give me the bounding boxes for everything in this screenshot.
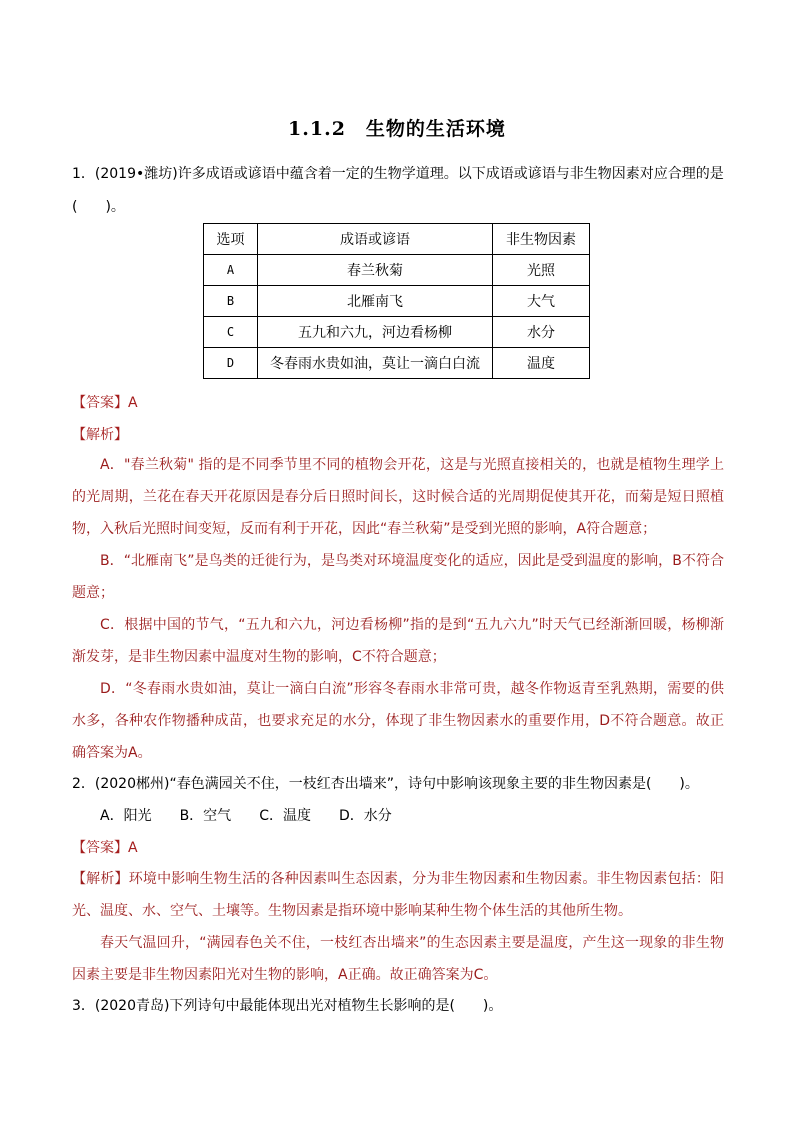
question-1-analysis-d: D．“冬春雨水贵如油，莫让一滴白白流”形容冬春雨水非常可贵，越冬作物返青至乳熟期，需要的供水多，各种农作物播种成苗，也要求充足的水分，体现了非生物因素水的重要作用，D不符合题意。故正确答案为A。 [72, 681, 724, 761]
table-cell: A [204, 255, 258, 286]
question-2-analysis: 【解析】环境中影响生物生活的各种因素叫生态因素，分为非生物因素和生物因素。非生物因素包括：阳光、温度、水、空气、土壤等。生物因素是指环境中影响某种生物个体生活的其他所生物。 [72, 871, 724, 919]
table-cell: 五九和六九，河边看杨柳 [258, 317, 493, 348]
choice-d: D．水分 [338, 808, 392, 824]
table-cell: 大气 [493, 286, 590, 317]
question-1-analysis-c: C．根据中国的节气，“五九和六九，河边看杨柳”指的是到“五九六九”时天气已经渐渐回暖，杨柳渐渐发芽，是非生物因素中温度对生物的影响，C不符合题意； [72, 617, 724, 665]
table-cell: 冬春雨水贵如油，莫让一滴白白流 [258, 348, 493, 379]
table-header-cell: 非生物因素 [493, 224, 590, 255]
question-2-choices [100, 805, 760, 827]
table-cell: 北雁南飞 [258, 286, 493, 317]
question-1-analysis-b: B．“北雁南飞”是鸟类的迁徙行为，是鸟类对环境温度变化的适应，因此是受到温度的影响，B不符合题意； [72, 553, 724, 601]
question-1-stem: 1．(2019•潍坊)许多成语或谚语中蕴含着一定的生物学道理。以下成语或谚语与非生物因素对应合理的是 [72, 166, 724, 182]
table-row [204, 348, 590, 379]
question-1-stem-continued: ( )。 [72, 199, 125, 215]
question-2-analysis-2: 春天气温回升，“满园春色关不住，一枝红杏出墙来”的生态因素主要是温度，产生这一现象的非生物因素主要是非生物因素阳光对生物的影响，A正确。故正确答案为C。 [72, 935, 724, 983]
table-row [204, 286, 590, 317]
table-cell: 光照 [493, 255, 590, 286]
table-header-cell: 成语或谚语 [258, 224, 493, 255]
question-3-stem: 3．(2020青岛)下列诗句中最能体现出光对植物生长影响的是( )。 [72, 998, 503, 1014]
table-cell: 温度 [493, 348, 590, 379]
table-cell: D [204, 348, 258, 379]
table-cell: B [204, 286, 258, 317]
choice-a: A．阳光 [100, 808, 152, 824]
question-2-stem: 2．(2020郴州)“春色满园关不住，一枝红杏出墙来”，诗句中影响该现象主要的非生物因素是( )。 [72, 776, 699, 792]
question-1-answer: 【答案】A [72, 395, 138, 411]
table-cell: 水分 [493, 317, 590, 348]
question-1-analysis-label: 【解析】 [72, 427, 128, 443]
table-header-cell: 选项 [204, 224, 258, 255]
question-2-answer: 【答案】A [72, 840, 138, 856]
choice-c: C．温度 [259, 808, 311, 824]
table-row [204, 255, 590, 286]
choice-b: B．空气 [179, 808, 232, 824]
table-cell: 春兰秋菊 [258, 255, 493, 286]
table-row [204, 317, 590, 348]
question-1-analysis-a: A．"春兰秋菊" 指的是不同季节里不同的植物会开花，这是与光照直接相关的，也就是植物生理学上的光周期，兰花在春天开花原因是春分后日照时间长，这时候合适的光周期促使其开花，而菊是短日照植物，入秋后光照时间变短，反而有利于开花，因此“春兰秋菊”是受到光照的影响，A符合题意； [72, 457, 724, 537]
page-title: 1.1.2 生物的生活环境 [288, 118, 506, 140]
table-cell: C [204, 317, 258, 348]
options-table [203, 223, 590, 379]
table-header-row [204, 224, 590, 255]
